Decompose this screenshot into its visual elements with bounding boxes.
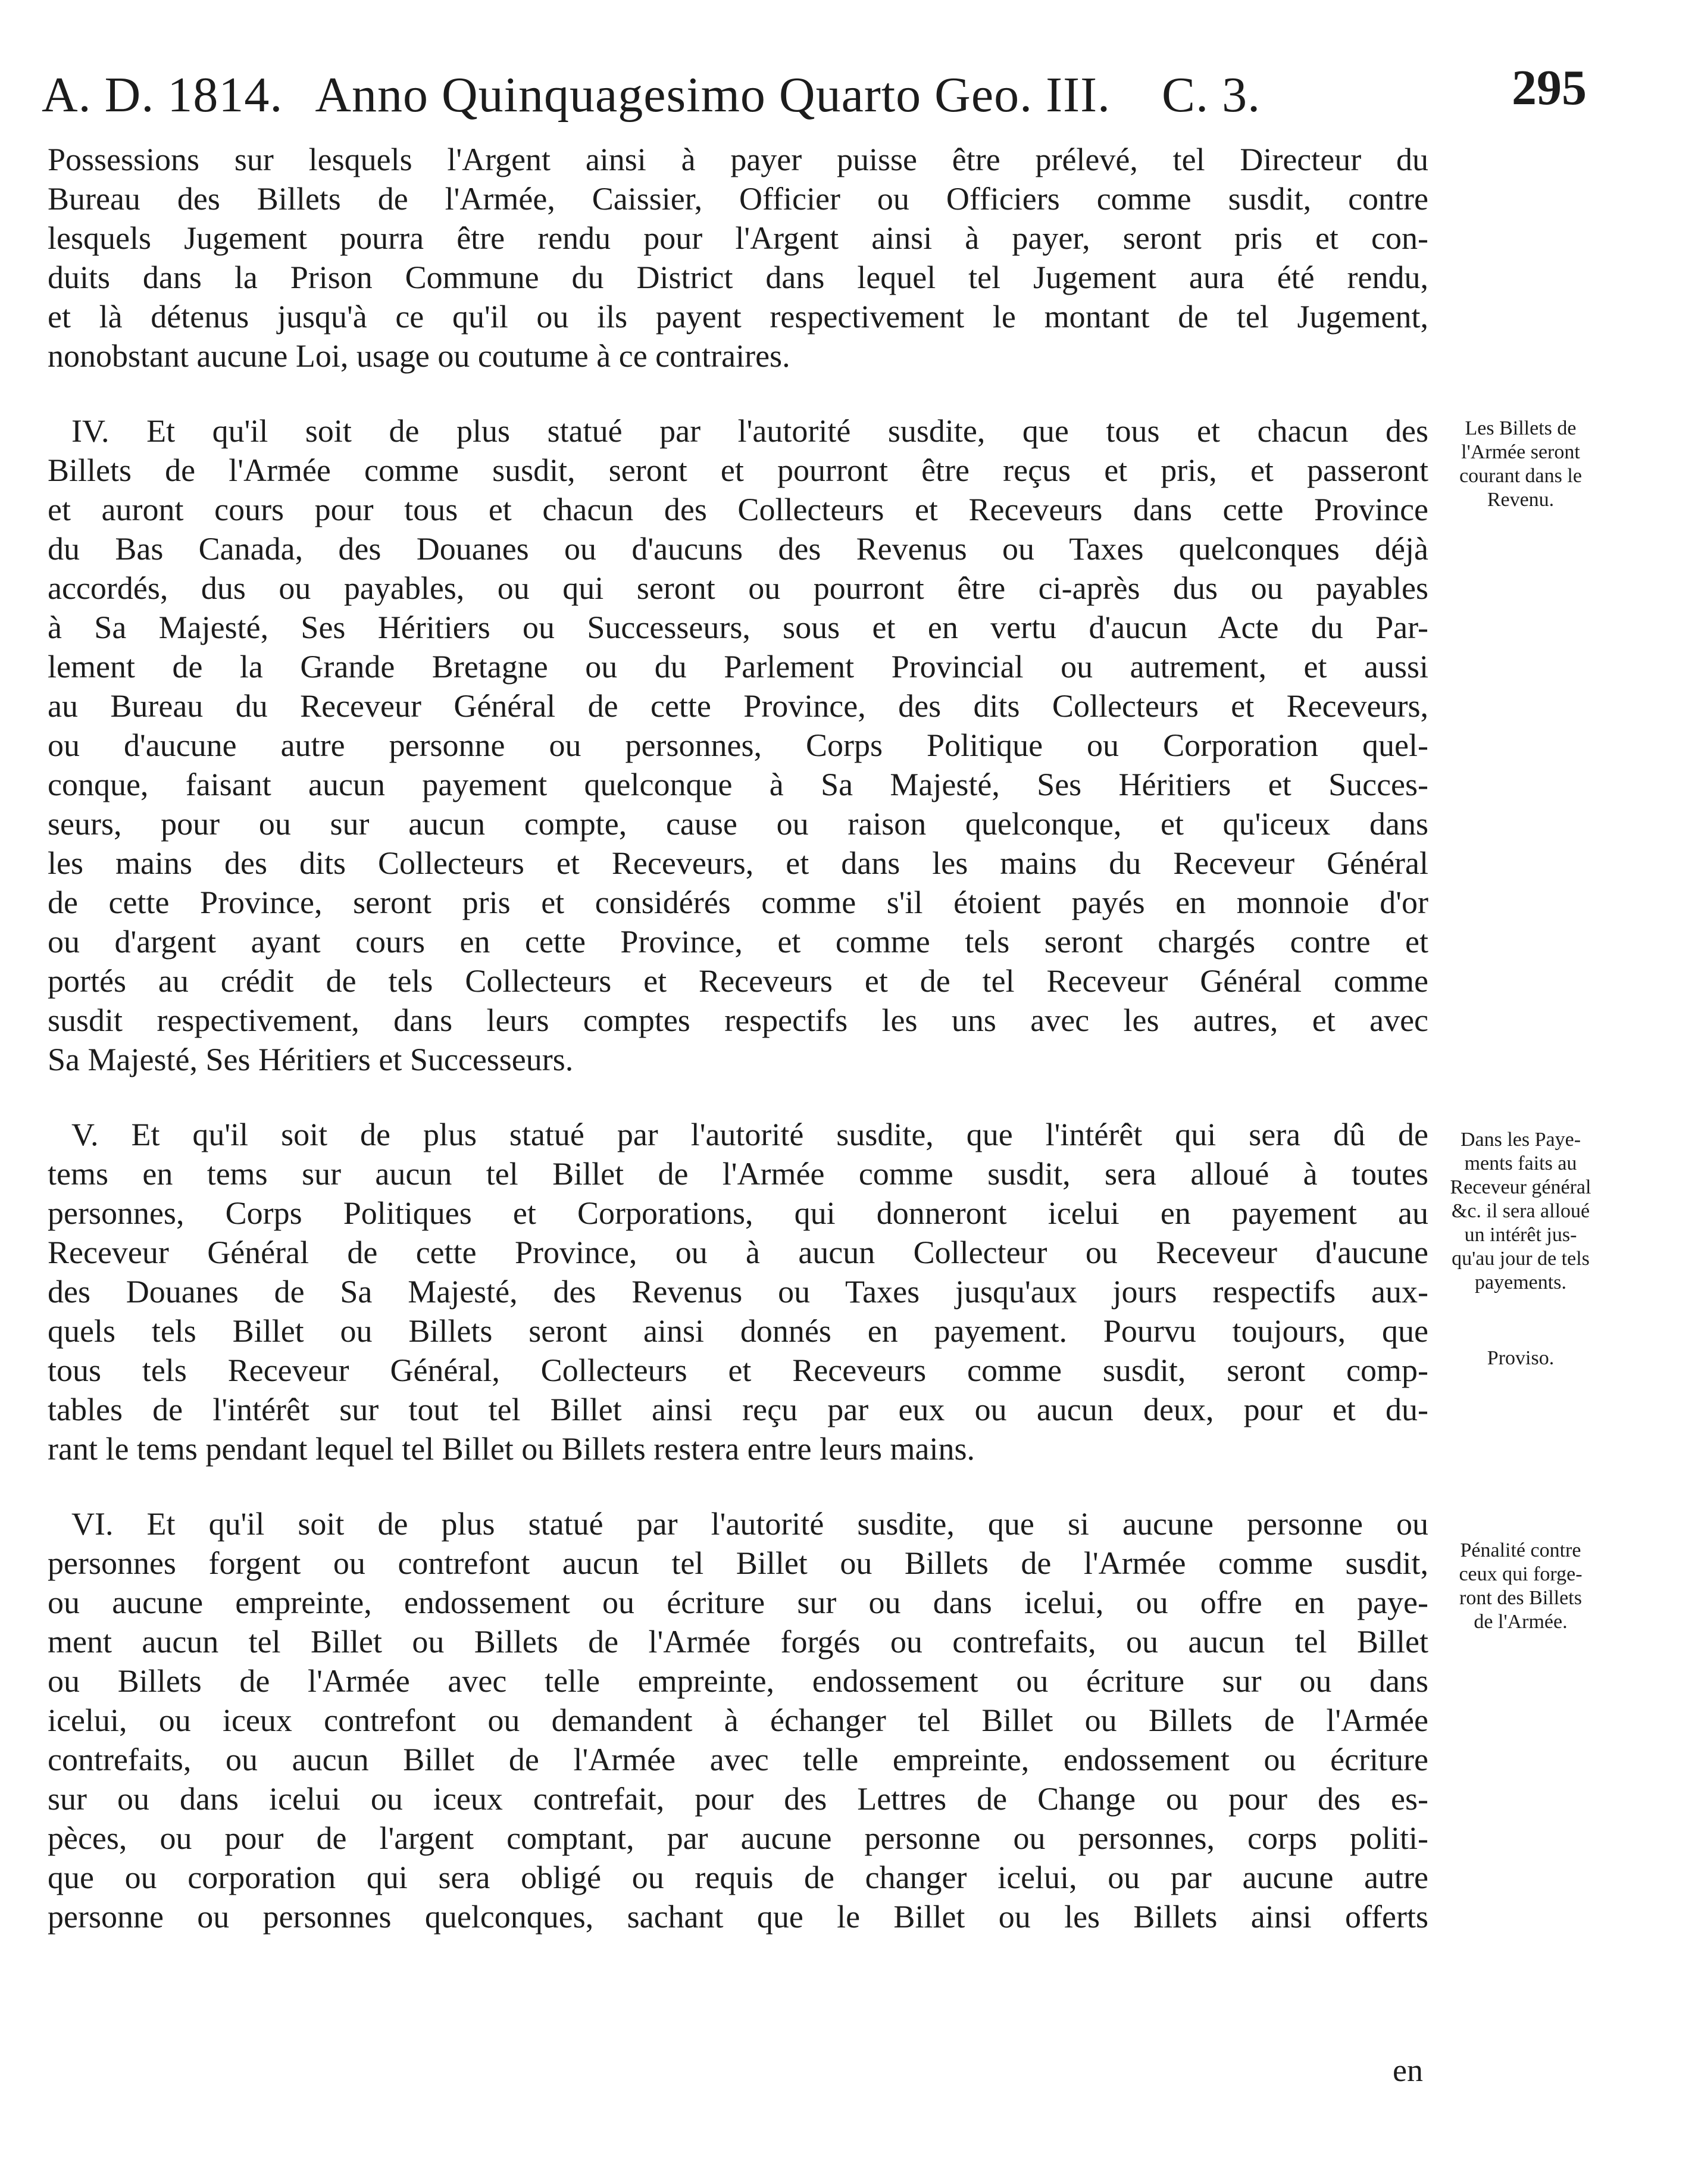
text-line: conque, faisant aucun payement quelconque à Sa Majesté, Ses Héritiers et Succes- — [48, 767, 1428, 802]
running-head — [42, 54, 1428, 137]
header-year: A. D. 1814. — [42, 67, 283, 123]
text-line: ment aucun tel Billet ou Billets de l'Armée forgés ou contrefaits, ou aucun tel Billet — [48, 1624, 1428, 1660]
text-line: Possessions sur lesquels l'Argent ainsi à payer puisse être prélevé, tel Directeur du — [48, 142, 1428, 177]
margin-note-line: ceux qui forge- — [1459, 1563, 1583, 1585]
text-line: personne ou personnes quelconques, sachant que le Billet ou les Billets ainsi offerts — [48, 1899, 1428, 1935]
text-line: contrefaits, ou aucun Billet de l'Armée avec telle empreinte, endossement ou écriture — [48, 1742, 1428, 1777]
margin-note-line: ments faits au — [1464, 1152, 1577, 1174]
margin-note-line: Receveur général — [1450, 1176, 1591, 1198]
text-line: lesquels Jugement pourra être rendu pour l'Argent ainsi à payer, seront pris et con- — [48, 220, 1428, 256]
text-line: personnes forgent ou contrefont aucun tel Billet ou Billets de l'Armée comme susdit, — [48, 1545, 1428, 1581]
text-line: sur ou dans icelui ou iceux contrefait, pour des Lettres de Change ou pour des es- — [48, 1781, 1428, 1817]
text-line: de cette Province, seront pris et considérés comme s'il étoient payés en monnoie d'or — [48, 885, 1428, 920]
text-line: que ou corporation qui sera obligé ou requis de changer icelui, ou par aucune autre — [48, 1860, 1428, 1895]
text-line: Bureau des Billets de l'Armée, Caissier, Officier ou Officiers comme susdit, contre — [48, 181, 1428, 217]
body-text — [48, 140, 1428, 1936]
margin-note-line: Les Billets de — [1465, 417, 1577, 439]
margin-note-line: Dans les Paye- — [1460, 1129, 1581, 1151]
margin-note-line: de l'Armée. — [1474, 1611, 1568, 1633]
text-line: nonobstant aucune Loi, usage ou coutume à ce contraires. — [48, 338, 790, 374]
margin-note-line: l'Armée seront — [1461, 441, 1580, 463]
text-line: ou d'argent ayant cours en cette Province, et comme tels seront chargés contre et — [48, 924, 1428, 960]
text-line: tous tels Receveur Général, Collecteurs et Receveurs comme susdit, seront comp- — [48, 1352, 1428, 1388]
margin-note-army-bills-current — [1422, 417, 1619, 512]
text-line: rant le tems pendant lequel tel Billet ou Billets restera entre leurs mains. — [48, 1431, 975, 1467]
text-line: Sa Majesté, Ses Héritiers et Successeurs. — [48, 1042, 574, 1077]
margin-note-penalty-forgery — [1422, 1539, 1619, 1634]
section-v-line: V. Et qu'il soit de plus statué par l'autorité susdite, que l'intérêt qui sera dû de — [71, 1117, 1428, 1152]
text-line: accordés, dus ou payables, ou qui seront ou pourront être ci-après dus ou payables — [48, 570, 1428, 606]
margin-note-line: &c. il sera alloué — [1451, 1200, 1590, 1222]
text-line: et là détenus jusqu'à ce qu'il ou ils payent respectivement le montant de tel Jugement, — [48, 299, 1428, 335]
text-line: au Bureau du Receveur Général de cette Province, des dits Collecteurs et Receveurs, — [48, 688, 1428, 724]
text-line: personnes, Corps Politiques et Corporations, qui donneront icelui en payement au — [48, 1195, 1428, 1231]
header-chapter: C. 3. — [1162, 67, 1261, 123]
header-title: Anno Quinquagesimo Quarto Geo. III. — [315, 67, 1111, 123]
margin-note-line: ront des Billets — [1459, 1587, 1582, 1609]
text-line: du Bas Canada, des Douanes ou d'aucuns des Revenus ou Taxes quelconques déjà — [48, 531, 1428, 567]
margin-note-line: qu'au jour de tels — [1452, 1248, 1590, 1270]
text-line: tems en tems sur aucun tel Billet de l'Armée comme susdit, sera alloué à toutes — [48, 1156, 1428, 1192]
text-line: duits dans la Prison Commune du District dans lequel tel Jugement aura été rendu, — [48, 260, 1428, 295]
text-line: seurs, pour ou sur aucun compte, cause ou raison quelconque, et qu'iceux dans — [48, 806, 1428, 842]
page-number: 295 — [1512, 60, 1587, 115]
section-vi-line: VI. Et qu'il soit de plus statué par l'autorité susdite, que si aucune personne ou — [71, 1506, 1428, 1542]
text-line: des Douanes de Sa Majesté, des Revenus ou Taxes jusqu'aux jours respectifs aux- — [48, 1274, 1428, 1310]
margin-note-line: courant dans le — [1459, 465, 1582, 487]
catchword: en — [1393, 2052, 1423, 2088]
text-line: icelui, ou iceux contrefont ou demandent à échanger tel Billet ou Billets de l'Armée — [48, 1702, 1428, 1738]
text-line: ou Billets de l'Armée avec telle empreinte, endossement ou écriture sur ou dans — [48, 1663, 1428, 1699]
margin-note-line: un intérêt jus- — [1464, 1224, 1577, 1246]
margin-note-line: Proviso. — [1487, 1347, 1555, 1369]
margin-note-line: Revenu. — [1487, 489, 1555, 511]
text-line: susdit respectivement, dans leurs comptes respectifs les uns avec les autres, et avec — [48, 1002, 1428, 1038]
margin-note-line: payements. — [1475, 1271, 1566, 1293]
text-line: pèces, ou pour de l'argent comptant, par aucune personne ou personnes, corps politi- — [48, 1820, 1428, 1856]
text-line: à Sa Majesté, Ses Héritiers ou Successeurs, sous et en vertu d'aucun Acte du Par- — [48, 610, 1428, 645]
margin-note-proviso — [1422, 1346, 1619, 1370]
text-line: ou d'aucune autre personne ou personnes, Corps Politique ou Corporation quel- — [48, 727, 1428, 763]
margin-note-line: Pénalité contre — [1460, 1539, 1581, 1561]
text-line: quels tels Billet ou Billets seront ainsi donnés en payement. Pourvu toujours, que — [48, 1313, 1428, 1349]
text-line: tables de l'intérêt sur tout tel Billet ainsi reçu par eux ou aucun deux, pour et du- — [48, 1392, 1428, 1427]
text-line: portés au crédit de tels Collecteurs et Receveurs et de tel Receveur Général comme — [48, 963, 1428, 999]
text-line: lement de la Grande Bretagne ou du Parlement Provincial ou autrement, et aussi — [48, 649, 1428, 685]
text-line: Receveur Général de cette Province, ou à aucun Collecteur ou Receveur d'aucune — [48, 1235, 1428, 1270]
section-iv-line: IV. Et qu'il soit de plus statué par l'autorité susdite, que tous et chacun des — [71, 413, 1428, 449]
text-line: ou aucune empreinte, endossement ou écriture sur ou dans icelui, ou offre en paye- — [48, 1585, 1428, 1620]
text-line: et auront cours pour tous et chacun des Collecteurs et Receveurs dans cette Province — [48, 492, 1428, 527]
margin-note-interest-allowed — [1422, 1128, 1619, 1295]
text-line: les mains des dits Collecteurs et Receveurs, et dans les mains du Receveur Général — [48, 845, 1428, 881]
text-line: Billets de l'Armée comme susdit, seront et pourront être reçus et pris, et passeront — [48, 452, 1428, 488]
